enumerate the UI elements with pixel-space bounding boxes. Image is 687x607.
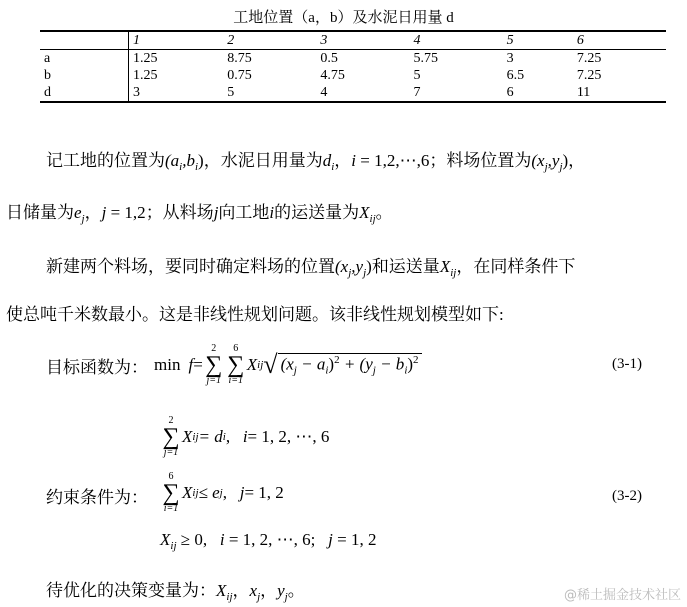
math: ) [407,354,414,374]
math: (x [335,257,349,276]
math: ,y [547,151,560,170]
sigma-symbol: ∑ [227,352,245,378]
row-label: d [40,84,129,102]
objective-label: 目标函数为： [46,357,148,377]
table-cell: 8.75 [227,51,252,66]
text: 记工地的位置为 [46,151,165,170]
math-sub: j [81,213,85,225]
math: X [160,530,171,549]
sigma-symbol: ∑ [162,424,180,450]
math: X [182,483,193,502]
sum-lower-limit: j=1 [163,447,179,458]
math: X [182,427,193,446]
math-sub: j [372,364,376,377]
table-header-cell: 2 [223,31,316,50]
table-header-cell: 3 [316,31,409,50]
math: (x [280,354,294,374]
paragraph-1-line-2 [6,198,393,225]
table-cell: 3 [506,51,514,66]
constraints-label: 约束条件为： [46,488,148,507]
data-table [40,30,666,103]
math-sub: ij [257,359,264,371]
math-sub: j [284,591,288,603]
table-cell: 4.75 [320,68,345,83]
math: j [328,530,333,549]
math: , [225,427,243,446]
math: = 1,2 [106,203,146,222]
text: ， [232,581,250,600]
math: ) [198,151,204,170]
math-sub: i [179,161,183,173]
table-header-cell: 4 [409,31,502,50]
math-sub: ij [192,431,199,443]
math: = 1, 2, ⋯, 6; [224,530,329,549]
math: y [277,581,285,600]
table-cell: 1.25 [133,68,158,83]
math: ) [562,151,569,170]
table-header-cell: 5 [503,31,573,50]
math-sup: 2 [413,354,419,367]
sigma-symbol: ∑ [205,352,223,378]
math-sub: ij [192,487,199,499]
text: 的运送量为 [274,203,360,222]
math-sub: j [559,161,563,173]
math: X [439,257,451,276]
table-cell: 6.5 [506,68,525,83]
math: j [239,483,245,502]
table-cell: 7 [409,84,502,102]
table-cell: 3 [129,84,224,102]
row-label: a [40,50,129,68]
constraint-1 [160,416,329,458]
math-sub: ij [369,213,376,225]
sum-lower-limit: i=1 [228,375,244,386]
math: j [101,203,107,222]
table-row [40,50,666,68]
math-sub: ij [226,591,233,603]
radical-sign: √ [263,350,278,379]
math: ,b [182,151,195,170]
math-sub: ij [170,540,177,552]
text: ，水泥日用量为 [203,151,323,170]
row-label: b [40,67,129,84]
math: e [74,203,82,222]
math-sub: i [194,161,199,173]
table-cell: 7.25 [576,51,602,66]
sum-lower-limit: j=1 [206,375,222,386]
text: 新建两个料场，要同时确定料场的位置 [46,257,335,276]
text: 向工地 [218,203,270,222]
text: 待优化的决策变量为： [46,581,216,600]
math: ≤ e [198,483,220,502]
min-operator: min [154,355,181,374]
math-sub: j [348,267,352,279]
math-sub: j [363,267,367,279]
math-sub: i [222,431,226,443]
math: − b [375,354,405,374]
sum-upper-limit: 6 [233,343,239,354]
math: i [219,530,225,549]
math-sub: i [331,161,335,173]
table-cell: 7.25 [576,68,602,83]
constraint-2 [160,472,284,514]
table-title: 工地位置（a，b）及水泥日用量 d [233,10,454,26]
math-sub: j [219,487,223,499]
table-cell: 0.5 [320,51,338,66]
text: 。 [287,581,305,600]
text: ， [260,581,278,600]
table-cell: 6 [503,84,573,102]
summation [160,472,182,514]
summation [160,416,182,458]
table-header-cell [40,31,129,50]
text: 和运送量 [371,257,440,276]
paragraph-1-line-1 [46,146,585,173]
math: = 1, 2 [244,483,284,502]
sigma-symbol: ∑ [162,480,180,506]
table-row [40,84,666,102]
math: − a [296,354,326,374]
table-cell: 5 [223,84,316,102]
table-cell: 4 [316,84,409,102]
paragraph-2-line-2: 使总吨千米数最小。这是非线性规划问题。该非线性规划模型如下: [6,305,504,324]
math: ) [366,257,372,276]
table-cell: 5.75 [413,51,438,66]
math: (x [531,151,545,170]
text: ；从料场 [145,203,214,222]
math: , [222,483,240,502]
math: X [216,581,227,600]
text: 日储量为 [6,203,74,222]
math: = 1, 2 [332,530,377,549]
text: ，在同样条件下 [456,257,576,276]
math: j [213,203,219,222]
math: i [351,151,357,170]
constraint-3 [160,530,376,552]
text: ；料场位置为 [429,151,532,170]
table-row [40,67,666,84]
summation [203,344,225,386]
math: i [269,203,275,222]
equation-number: (3-1) [612,356,642,372]
math: X [246,355,258,374]
equation-number: (3-2) [612,488,642,504]
sum-upper-limit: 6 [168,471,174,482]
table-header-cell: 1 [129,31,224,50]
decision-variables-line [46,576,305,603]
radicand [278,353,422,377]
math-sup: 2 [334,354,340,367]
objective-function [46,344,422,386]
math: = d [198,427,223,446]
math-sub: j [257,591,261,603]
sum-lower-limit: i=1 [163,503,179,514]
math: i [242,427,248,446]
text: ， [334,151,352,170]
math: x [249,581,258,600]
watermark: @稀土掘金技术社区 [563,588,681,603]
math: (a [165,151,180,170]
math-sub: i [325,364,329,377]
math: f [188,355,194,374]
table-cell: 5 [413,68,421,83]
table-cell: 11 [573,84,666,102]
math: X [359,203,370,222]
table-cell: 0.75 [227,68,252,83]
math: ) [328,354,335,374]
math-sub: j [544,161,548,173]
paragraph-2-line-1 [46,252,575,279]
math: ,y [351,257,364,276]
table-cell: 1.25 [133,51,158,66]
table-header-cell: 6 [573,31,666,50]
text: ， [568,151,586,170]
math-sub: j [293,364,297,377]
sum-upper-limit: 2 [211,343,217,354]
summation [225,344,247,386]
math: = 1,2,⋯,6 [356,151,430,170]
math-sub: ij [450,267,457,279]
text: 。 [375,203,393,222]
math: d [322,151,332,170]
math: = [193,355,203,374]
sum-upper-limit: 2 [168,415,174,426]
math: ≥ 0, [176,530,220,549]
text: ， [84,203,102,222]
math-sub: i [404,364,408,377]
table-header-row [40,31,666,50]
math: = 1, 2, ⋯, 6 [247,427,330,446]
math: + (y [339,354,373,374]
